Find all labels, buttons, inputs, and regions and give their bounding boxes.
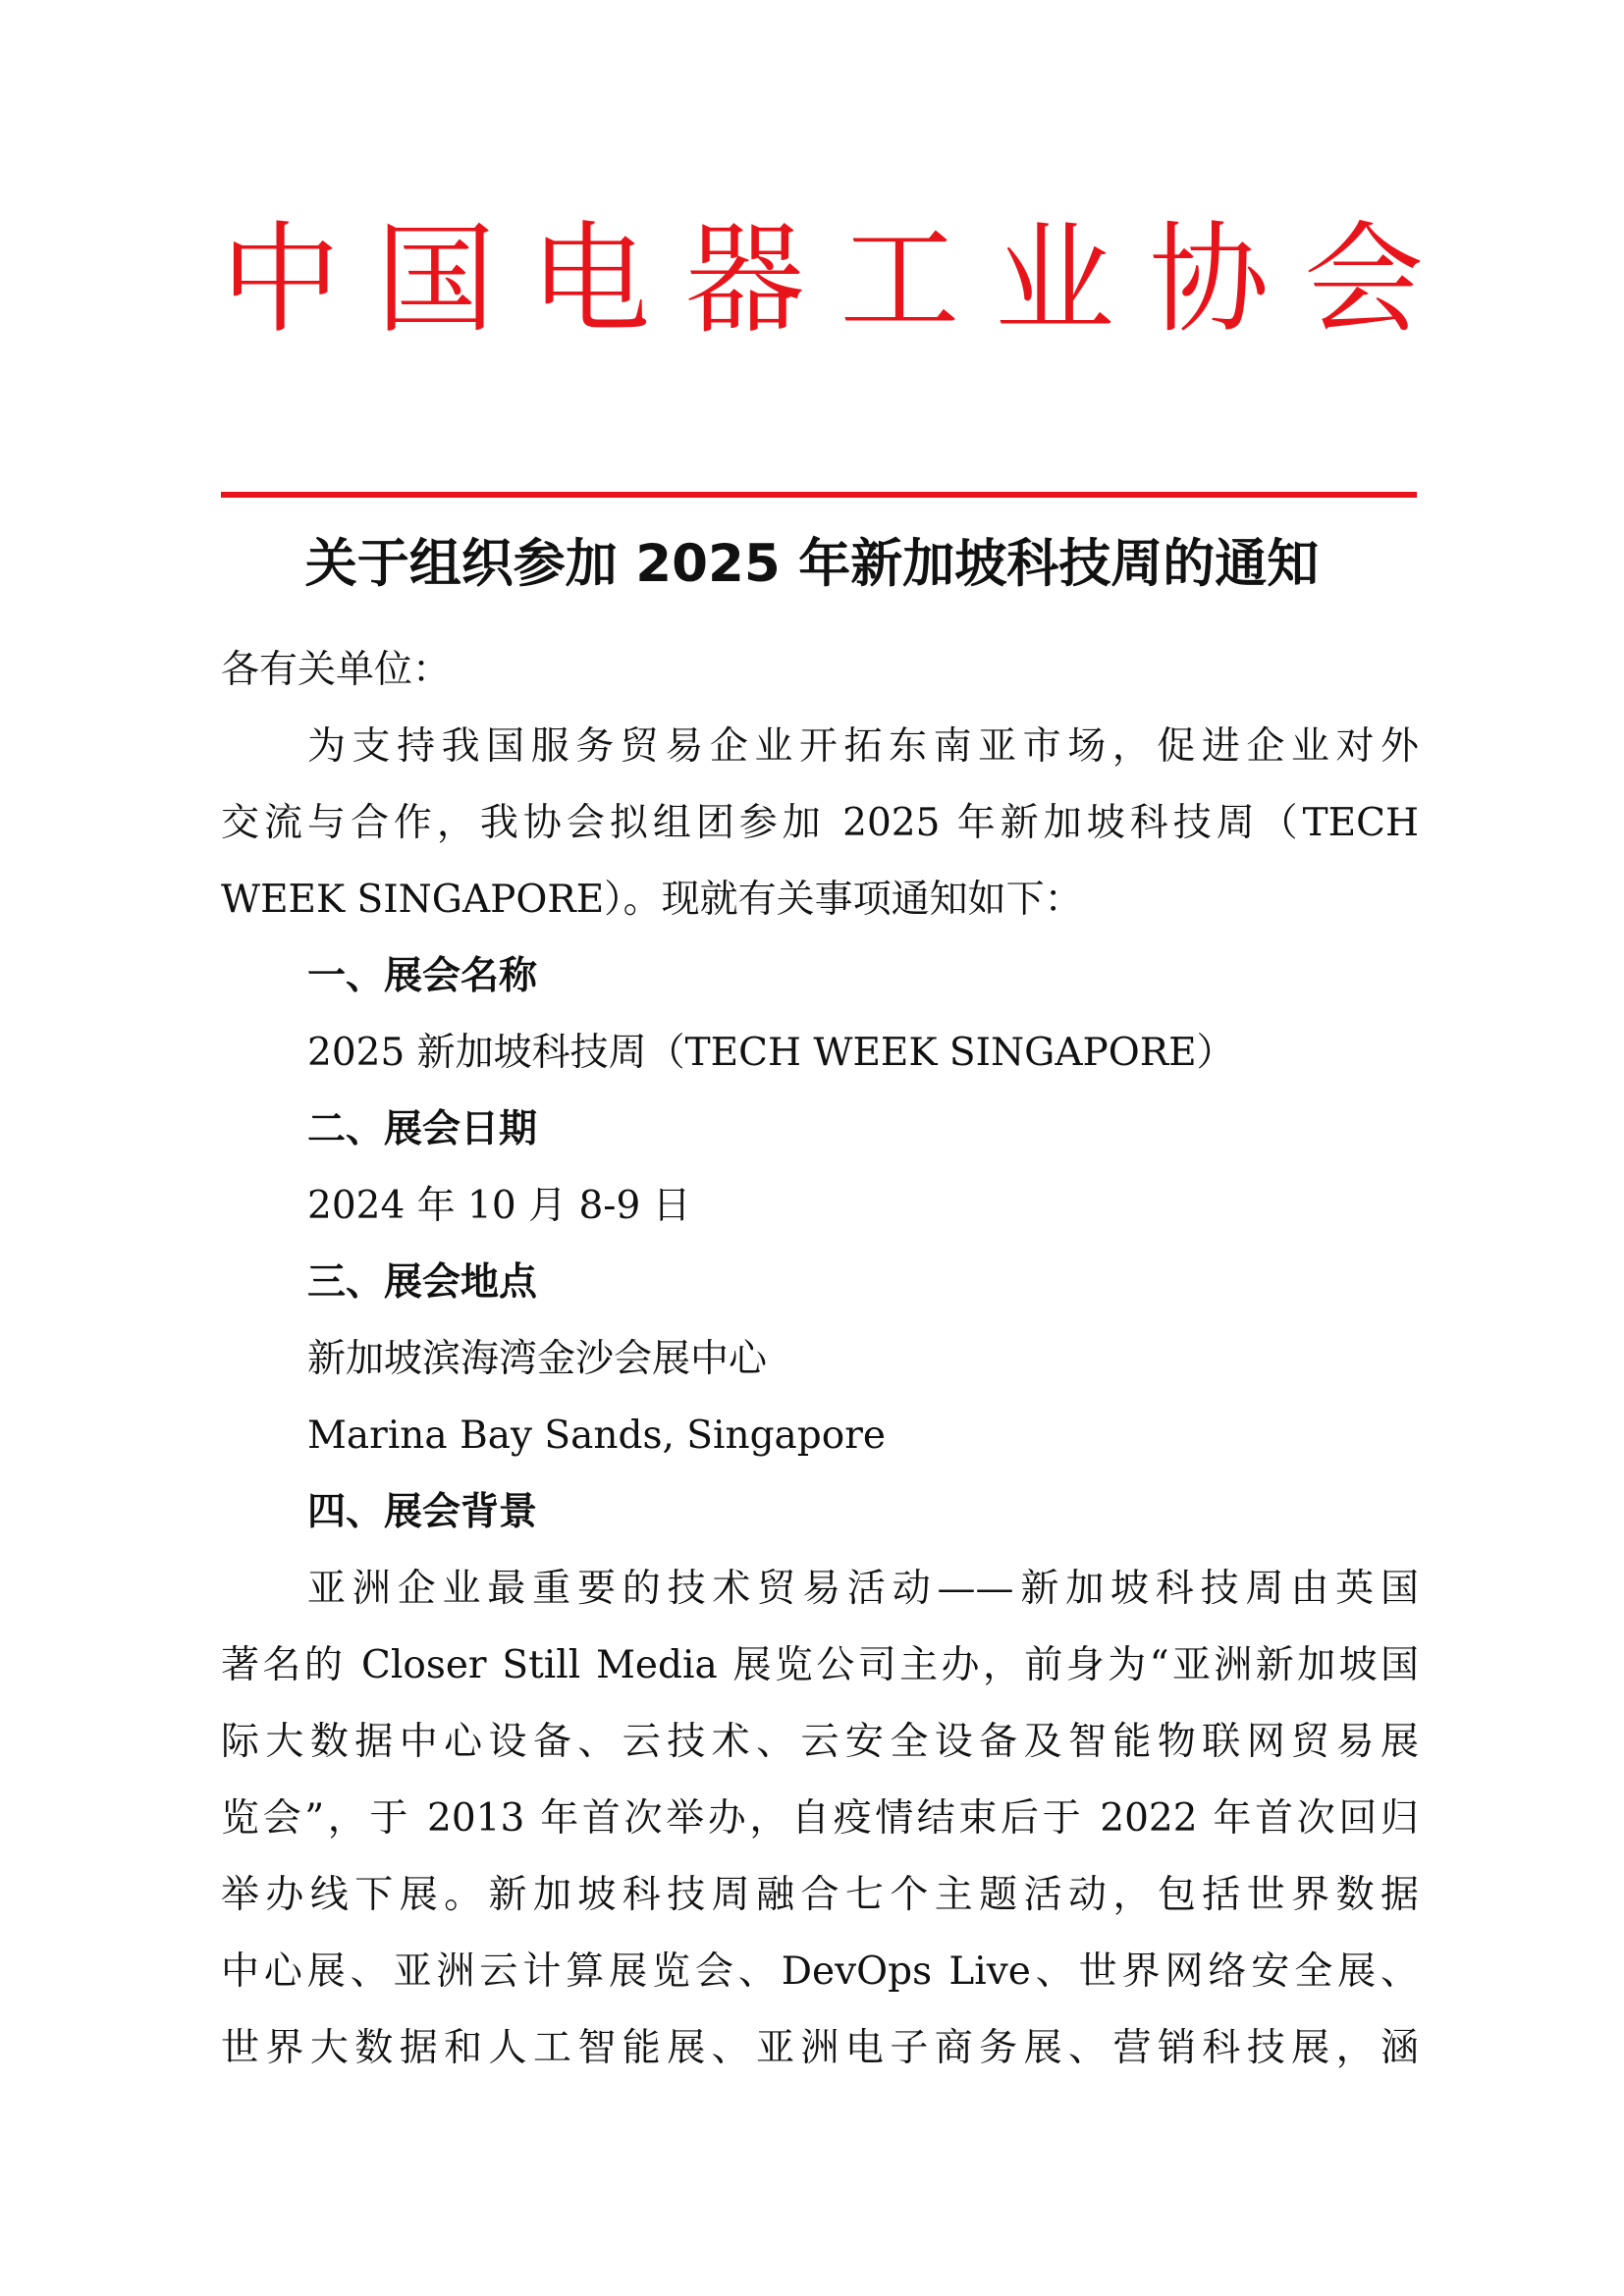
intro-line: 为支持我国服务贸易企业开拓东南亚市场，促进企业对外	[307, 724, 1419, 769]
section-heading-location: 三、展会地点	[307, 1260, 538, 1305]
background-line: 世界大数据和人工智能展、亚洲电子商务展、营销科技展，涵	[221, 2026, 1419, 2070]
org-char: 器	[684, 210, 805, 349]
org-char: 协	[1149, 210, 1270, 349]
background-line: 际大数据中心设备、云技术、云安全设备及智能物联网贸易展	[221, 1720, 1419, 1764]
org-char: 工	[839, 210, 960, 349]
background-line: 著名的 Closer Still Media 展览公司主办，前身为“亚洲新加坡国	[221, 1643, 1419, 1687]
organization-title	[221, 206, 1424, 353]
background-line: 举办线下展。新加坡科技周融合七个主题活动，包括世界数据	[221, 1873, 1419, 1917]
org-char: 国	[375, 210, 496, 349]
org-char: 中	[221, 210, 341, 349]
background-line: 亚洲企业最重要的技术贸易活动——新加坡科技周由英国	[307, 1567, 1419, 1611]
exhibition-date: 2024 年 10 月 8-9 日	[307, 1184, 691, 1228]
location-english: Marina Bay Sands, Singapore	[307, 1414, 886, 1458]
section-heading-background: 四、展会背景	[307, 1490, 538, 1534]
org-char: 会	[1303, 210, 1424, 349]
section-heading-name: 一、展会名称	[307, 954, 538, 998]
org-char: 电	[530, 210, 651, 349]
intro-line: 交流与合作，我协会拟组团参加 2025 年新加坡科技周（TECH	[221, 801, 1419, 845]
background-line: 中心展、亚洲云计算展览会、DevOps Live、世界网络安全展、	[221, 1949, 1419, 1994]
salutation: 各有关单位：	[221, 648, 452, 692]
background-line: 览会”，于 2013 年首次举办，自疫情结束后于 2022 年首次回归	[221, 1796, 1419, 1841]
location-chinese: 新加坡滨海湾金沙会展中心	[307, 1337, 768, 1381]
org-char: 业	[994, 210, 1114, 349]
notice-title: 关于组织参加 2025 年新加坡科技周的通知	[304, 534, 1320, 594]
header-divider	[221, 492, 1417, 498]
section-heading-date: 二、展会日期	[307, 1107, 538, 1151]
exhibition-name: 2025 新加坡科技周（TECH WEEK SINGAPORE）	[307, 1031, 1235, 1075]
intro-line: WEEK SINGAPORE）。现就有关事项通知如下：	[221, 878, 1083, 922]
